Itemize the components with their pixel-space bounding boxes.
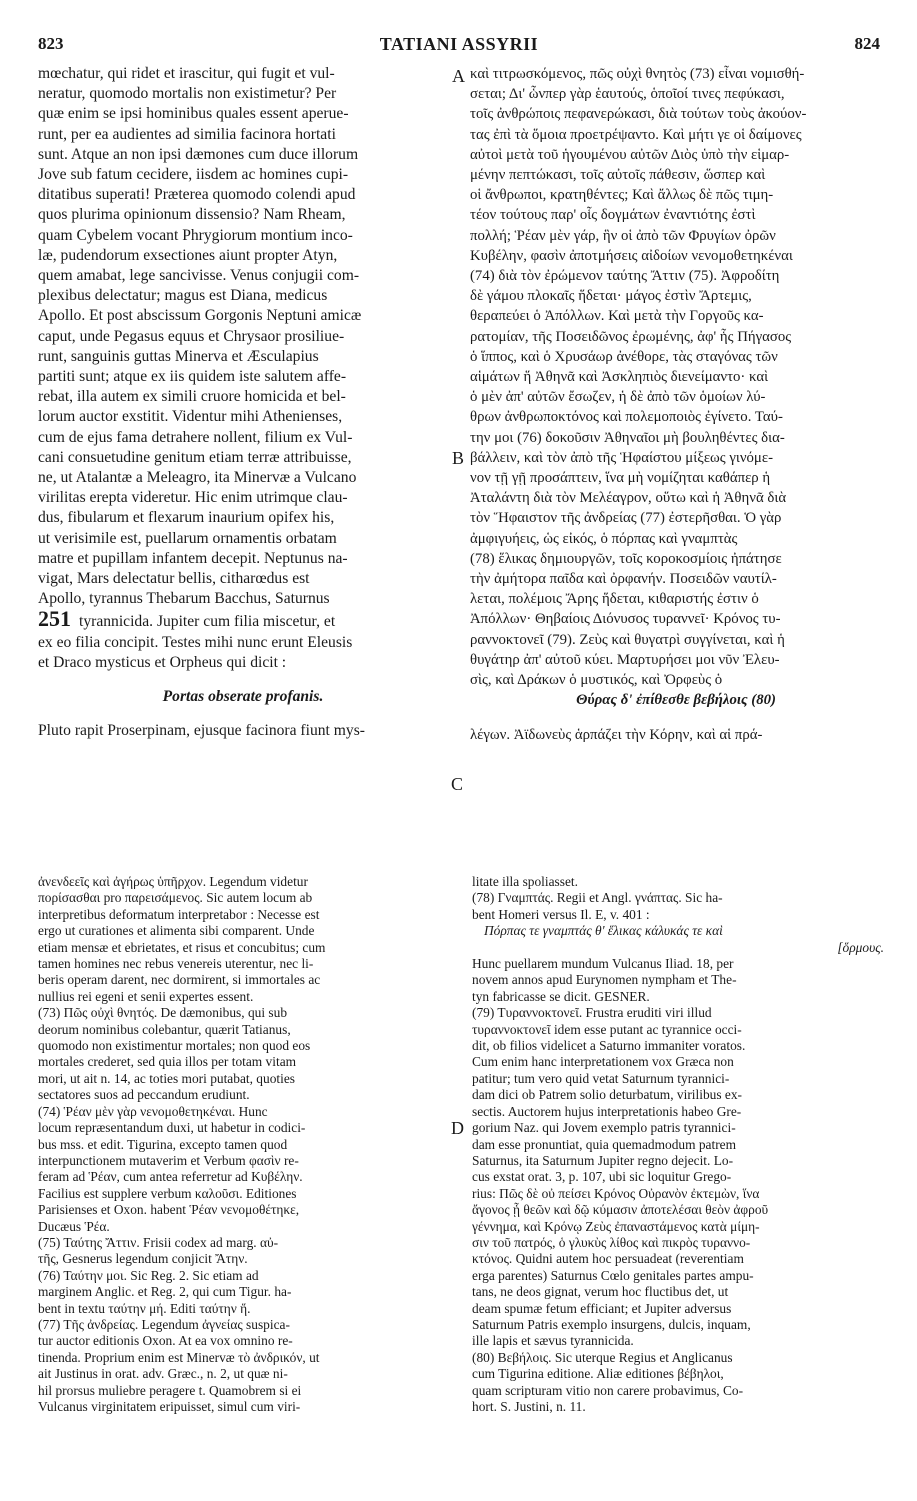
text-line: ex eo filia concipit. Testes mihi nunc erunt Eleusis <box>38 633 353 651</box>
text-line: νον τῇ γῇ προσάπτειν, ἵνα μὴ νομίζηται καθάπερ ἡ <box>470 470 771 487</box>
text-line: interpretibus deformatum interpretabor : Necesse est <box>38 906 320 922</box>
text-line: λέγων. Ἀϊδωνεὺς ἁρπάζει τὴν Κόρην, καὶ αἱ πρά- <box>470 726 763 743</box>
text-line: Ἀπόλλων· Θηβαίοις Διόνυσος τυραννεῖ· Κρόνος τυ- <box>470 611 781 628</box>
verse-quote-continuation: [ὅρμους. <box>837 939 884 955</box>
text-line: mori, ut ait n. 14, ac toties mori putabat, quoties <box>38 1070 295 1086</box>
text-line: runt, sanguinis guttas Minerva et Æsculapius <box>38 347 319 365</box>
text-line: Pluto rapit Proserpinam, ejusque facinora fiunt mys- <box>38 722 365 740</box>
text-line: beris operam darent, nec dormirent, si immortales ac <box>38 972 321 988</box>
text-line: matre et pupillam infantem decepit. Neptunus na- <box>38 549 348 567</box>
text-line: sectis. Auctorem hujus interpretationis habeo Gre- <box>472 1103 742 1119</box>
text-line: cum de ejus fama detrahere nollent, filium ex Vul- <box>38 428 353 446</box>
text-line: plexibus delectatur; magus est Diana, medicus <box>38 287 328 305</box>
text-line: πορίσασθαι pro παρεισάμενος. Sic autem locum ab <box>38 890 313 906</box>
text-line: virilitas erepta videretur. Hic enim utrimque clau- <box>38 489 348 507</box>
text-line: Saturnum Patris exemplo insurgens, dulcis, inquam, <box>472 1316 751 1332</box>
verse-quote: Θύρας δ' ἐπίθεσθε βεβήλοις (80) <box>576 692 776 709</box>
text-line: Hunc puellarem mundum Vulcanus Iliad. 18, per <box>472 956 734 972</box>
text-line: ut verisimile est, puellarum ornamentis orbatam <box>38 529 337 547</box>
text-line: ἀνενδεεῖς καὶ ἀγήρως ὑπῆρχον. Legendum videtur <box>38 874 308 889</box>
text-line: rius: Πῶς δὲ οὐ πείσει Κρόνος Οὐρανὸν ἐκτεμὼν, ἵνα <box>472 1185 760 1201</box>
text-line: tinenda. Proprium enim est Minervæ τὸ ἀνδρικόν, ut <box>38 1349 320 1365</box>
text-line: Parisienses et Oxon. habent Ῥέαν νενομοθέτηκε, <box>38 1202 300 1218</box>
section-marker-d: D <box>451 1118 464 1138</box>
text-line: σὶς, καὶ Δράκων ὁ μυστικός, καὶ Ὀρφεὺς ὁ <box>470 672 723 689</box>
text-line: Κυβέλην, φασὶν ἀποτμήσεις αἰδοίων νενομοθετηκέναι <box>470 247 793 264</box>
text-line: etiam mensæ et ebrietates, et risus et concubitus; cum <box>38 939 326 955</box>
text-line: hil prorsus muliebre peragere t. Quamobrem si ei <box>38 1382 302 1398</box>
verse-quote: Portas obserate profanis. <box>162 688 324 706</box>
text-line: ditatibus superati! Præterea quomodo colendi apud <box>38 186 356 204</box>
text-line: dam dici ob Patrem solio deturbatum, virilibus ex- <box>472 1087 742 1103</box>
text-line: quem amabat, lege sancivisse. Venus conjugii com- <box>38 267 360 285</box>
text-line: κτόνος. Quidni autem hoc persuadeat (reverentiam <box>472 1251 744 1267</box>
text-line: βάλλειν, καὶ τὸν ἀπὸ τῆς Ἡφαίστου μίξεως γινόμε- <box>470 449 774 466</box>
text-line: nullius rei egeni et senii expertes essent. <box>38 988 254 1004</box>
text-line: feram ad Ῥέαν, cum antea referretur ad Κυβέλην. <box>38 1169 303 1185</box>
text-line: partiti sunt; atque ex iis quidem iste salutem affe- <box>38 368 347 386</box>
text-line: deam spumæ fetum efficiant; et Jupiter adversus <box>472 1300 732 1316</box>
text-line: θρων ἀνθρωποκτόνος καὶ πολεμοποιὸς ἐγίνετο. Ταύ- <box>470 409 783 426</box>
text-line: cum Tigurina editione. Aliæ editiones βέβηλοι, <box>472 1366 724 1382</box>
text-line: (78) Γναμπτάς. Regii et Angl. γνάπτας. Sic ha- <box>472 890 723 906</box>
text-line: (77) Τῆς ἀνδρείας. Legendum ἀγνείας suspica- <box>38 1316 290 1332</box>
text-line: ὁ ἵππος, καὶ ὁ Χρυσάωρ ἀνέθορε, τὰς σταγόνας τῶν <box>470 348 778 365</box>
footnotes-right-column <box>472 874 884 1415</box>
text-line: lorum auctor exstitit. Videntur mihi Athenienses, <box>38 408 343 426</box>
running-title: TATIANI ASSYRII <box>379 34 539 54</box>
text-line: quam Cybelem vocant Phrygiorum montium inco- <box>38 226 353 244</box>
text-line: dam esse pronuntiat, quia quemadmodum patrem <box>472 1136 737 1152</box>
text-line: ait Justinus in orat. adv. Græc., n. 2, ut quæ ni- <box>38 1366 288 1382</box>
text-line: τέον τούτους παρ' οἷς δογμάτων ἐναντιότης ἐστὶ <box>470 207 756 224</box>
page-header <box>38 34 880 58</box>
text-line: ρατομίαν, τῆς Ποσειδῶνος ἐρωμένης, ἀφ' ἧς Πήγασος <box>470 328 792 345</box>
text-line: τυραννοκτονεῖ idem esse putant ac tyrannice occi- <box>472 1021 742 1037</box>
text-line: deorum nominibus colebantur, quærit Tatianus, <box>38 1021 291 1037</box>
text-line: λεται, πολέμοις Ἄρης ἥδεται, κιθαριστής ἐστιν ὁ <box>470 591 759 608</box>
text-line: patitur; tum vero quid vetat Saturnum tyrannici- <box>472 1070 730 1086</box>
text-line: οἱ ἄνθρωποι, κρατηθέντες; Καὶ ἄλλως δὲ πῶς τιμη- <box>470 187 774 204</box>
footnotes-left-column <box>38 874 458 1415</box>
text-line: dus, fibularum et flexarum inaurium opifex his, <box>38 509 335 527</box>
text-line: tans, ne deos gignat, verum hoc fluctibus det, ut <box>472 1284 729 1300</box>
text-line: sunt. Atque an non ipsi dæmones cum duce illorum <box>38 145 359 163</box>
latin-translation-column <box>38 64 448 742</box>
column-number: 251 <box>38 609 71 632</box>
text-line: θεραπεύει ὁ Ἀπόλλων. Καὶ μετὰ τὴν Γοργοῦς κα- <box>470 308 764 325</box>
text-line: αἱμάτων ἥ Ἀθηνᾶ καὶ Ἀσκληπιὸς διενείμαντο· καὶ <box>470 369 769 386</box>
text-line: (76) Ταύτην μοι. Sic Reg. 2. Sic etiam ad <box>38 1267 259 1283</box>
text-line: ne, ut Atalantæ a Meleagro, ita Minervæ a Vulcano <box>38 469 357 487</box>
text-line: Cum enim hanc interpretationem vox Græca non <box>472 1054 734 1070</box>
text-line: πολλή; Ῥέαν μὲν γάρ, ἣν οἱ ἀπὸ τῶν Φρυγίων ὀρῶν <box>470 227 776 244</box>
text-line: σιν τοῦ πατρός, ὁ γλυκὺς λίθος καὶ πικρὸς τυραννο- <box>472 1234 751 1250</box>
text-line: mœchatur, qui ridet et irascitur, qui fugit et vul- <box>38 65 335 82</box>
verse-quote: Πόρπας τε γναμπτάς θ' ἕλικας κάλυκάς τε καὶ <box>484 923 723 939</box>
text-line: (75) Ταύτης Ἄττιν. Frisii codex ad marg. αὐ- <box>38 1234 279 1250</box>
text-line: (73) Πῶς οὐχὶ θνητός. De dæmonibus, qui sub <box>38 1005 288 1021</box>
text-line: tyn fabricasse se dicit. GESNER. <box>472 988 650 1004</box>
text-line-content: tyrannicida. Jupiter cum filia miscetur, et <box>79 613 336 631</box>
section-marker-c: C <box>451 774 464 794</box>
text-line: Apollo, tyrannus Thebarum Bacchus, Saturnus <box>38 590 330 608</box>
text-line: litate illa spoliasset. <box>472 874 578 889</box>
text-line: neratur, quomodo mortalis non existimetur? Per <box>38 85 337 103</box>
section-marker-b: B <box>452 448 465 468</box>
section-marker-a: A <box>452 66 465 86</box>
text-line: τὴν ἀμήτορα παῖδα καὶ ὀρφανήν. Ποσειδῶν ναυτίλ- <box>470 571 777 588</box>
text-line: quam scripturam vitio non carere probavimus, Co- <box>472 1382 744 1398</box>
text-line: θυγάτηρ ἀπ' αὐτοῦ κύει. Μαρτυρήσει μοι νῦν Ἐλευ- <box>470 651 780 668</box>
text-line: αὐτοὶ μετὰ τοῦ ἡγουμένου αὐτῶν Διὸς ὑπὸ τὴν εἱμαρ- <box>470 146 790 163</box>
text-line: Ἀταλάντη διὰ τὸν Μελέαγρον, οὕτω καὶ ἡ Ἀθηνᾶ διὰ <box>470 490 787 507</box>
text-line: Ducæus Ῥέα. <box>38 1218 110 1234</box>
text-line: rebat, illa autem ex simili cruore homicida et bel- <box>38 388 346 406</box>
text-line: sectatores suos ad peccandum erudiunt. <box>38 1087 250 1103</box>
text-line: Vulcanus virginitatem eripuisset, simul cum viri- <box>38 1399 301 1414</box>
page-number-right: 824 <box>854 34 880 53</box>
text-line: quomodo non existimentur mortales; non quod eos <box>38 1038 311 1054</box>
text-line: ἀμφιγυήεις, ὡς εἰκός, ὁ πόρπας καὶ γναμπτὰς <box>470 530 738 547</box>
text-line: gorium Naz. qui Jovem exemplo patris tyrannici- <box>472 1120 736 1136</box>
text-line: quos plurima opinionum dissensio? Nam Rheam, <box>38 206 346 224</box>
text-line: καὶ τιτρωσκόμενος, πῶς οὐχὶ θνητὸς (73) εἶναι νομισθή- <box>470 66 805 82</box>
text-line: Facilius est supplere verbum καλοῦσι. Editiones <box>38 1185 297 1201</box>
text-line: τοῖς ἀνθρώποις πεφανερώκασι, διὰ τούτων τοὺς ἀκούον- <box>470 106 807 123</box>
text-line: bent Homeri versus Il. E, v. 401 : <box>472 906 650 922</box>
text-line: δὲ γάμου πλοκαῖς ἥδεται· μάγος ἐστὶν Ἄρτεμις, <box>470 288 752 305</box>
text-line <box>38 609 448 632</box>
text-line: locum repræsentandum duxi, ut habetur in codici- <box>38 1120 306 1136</box>
text-line: caput, unde Pegasus equus et Chrysaor prosiliue- <box>38 327 345 345</box>
text-line: τῆς, Gesnerus legendum conjicit Ἄτην. <box>38 1251 248 1267</box>
text-line: ille lapis et sævus tyrannicida. <box>472 1333 634 1349</box>
text-line: interpunctionem mutaverim et Verbum φασὶν re- <box>38 1152 299 1168</box>
text-line: cus exstat orat. 3, p. 107, ubi sic loquitur Grego- <box>472 1169 732 1185</box>
text-line: runt, per ea audientes ad similia facinora hortati <box>38 125 336 143</box>
text-line: ὁ μὲν ἀπ' αὐτῶν ἔσωζεν, ἡ δὲ ἀπὸ τῶν ὁμοίων λύ- <box>470 389 766 406</box>
text-line: ergo ut curationes et alimenta sibi comparent. Unde <box>38 923 315 939</box>
text-line: marginem Anglic. et Reg. 2, qui cum Tigur. ha- <box>38 1284 292 1300</box>
text-line: bus mss. et edit. Tigurina, excepto tamen quod <box>38 1136 288 1152</box>
text-line: ραννοκτονεῖ (79). Ζεὺς καὶ θυγατρὶ συγγίνεται, καὶ ἡ <box>470 631 785 648</box>
text-line: (74) Ῥέαν μὲν γὰρ νενομοθετηκέναι. Hunc <box>38 1103 268 1119</box>
text-line: quæ enim se ipsi hominibus quales essent aperue- <box>38 105 349 123</box>
text-line: ἄγονος ᾖ θεῶν καὶ δῷ κύμασιν ἀποτελέσαι θεὸν ἀφροῦ <box>472 1202 769 1218</box>
text-line: bent in textu ταύτην μή. Editi ταύτην ἥ. <box>38 1300 251 1316</box>
greek-text-column <box>470 64 882 745</box>
text-line: Saturnus, ita Saturnum Jupiter regno dejecit. Lo- <box>472 1152 734 1168</box>
text-line: tur auctor editionis Oxon. At ea vox omnino re- <box>38 1333 293 1349</box>
text-line: σεται; Δι' ὧνπερ γὰρ ἑαυτούς, ὁποῖοί τινες πεφύκασι, <box>470 86 785 103</box>
text-line: Jove sub fatum cecidere, iisdem ac homines cupi- <box>38 166 349 184</box>
text-line: (78) ἕλικας δημιουργῶν, τοῖς κοροκοσμίοις ἠπάτησε <box>470 550 782 567</box>
text-line: μένην πεπτώκασι, τοῖς αὐτοῖς πάθεσιν, ὥσπερ καὶ <box>470 167 766 184</box>
text-line: την μοι (76) δοκοῦσιν Ἀθηναῖοι μὴ βουληθέντες δια- <box>470 429 785 446</box>
text-line: vigat, Mars delectatur bellis, citharœdus est <box>38 570 310 588</box>
text-line: mortales crederet, sed quia illos per totam vitam <box>38 1054 297 1070</box>
page-number-left: 823 <box>38 34 64 53</box>
text-line: dit, ob filios videlicet a Saturno immaniter voratos. <box>472 1038 746 1054</box>
text-line: tamen homines nec rebus venereis uterentur, nec li- <box>38 956 314 972</box>
text-line: erga parentes) Saturnus Cœlo genitales partes ampu- <box>472 1267 754 1283</box>
text-line: γέννημα, καὶ Κρόνῳ Ζεὺς ἐπαναστάμενος κατὰ μίμη- <box>472 1218 760 1234</box>
text-line: novem annos apud Eurynomen nympham et The- <box>472 972 737 988</box>
text-line: τας ἐπὶ τὰ ὅμοια προετρέψαντο. Καὶ μήτι γε οἱ δαίμονες <box>470 126 802 143</box>
text-line: cani consuetudine genitum etiam terræ attribuisse, <box>38 448 352 466</box>
text-line: hort. S. Justini, n. 11. <box>472 1399 586 1414</box>
text-line: (74) διὰ τὸν ἐρώμενον ταύτης Ἄττιν (75). Ἀφροδίτη <box>470 268 780 285</box>
text-line: et Draco mysticus et Orpheus qui dicit : <box>38 653 287 671</box>
text-line: Apollo. Et post abscissum Gorgonis Neptuni amicæ <box>38 307 362 325</box>
text-line: læ, pudendorum exsectiones aiunt propter Atyn, <box>38 246 338 264</box>
text-line: (80) Βεβήλοις. Sic uterque Regius et Anglicanus <box>472 1349 733 1365</box>
text-line: τὸν Ἥφαιστον τῆς ἀνδρείας (77) ἐστερῆσθαι. Ὁ γὰρ <box>470 510 782 527</box>
text-line: (79) Τυραννοκτονεῖ. Frustra eruditi viri illud <box>472 1005 712 1021</box>
